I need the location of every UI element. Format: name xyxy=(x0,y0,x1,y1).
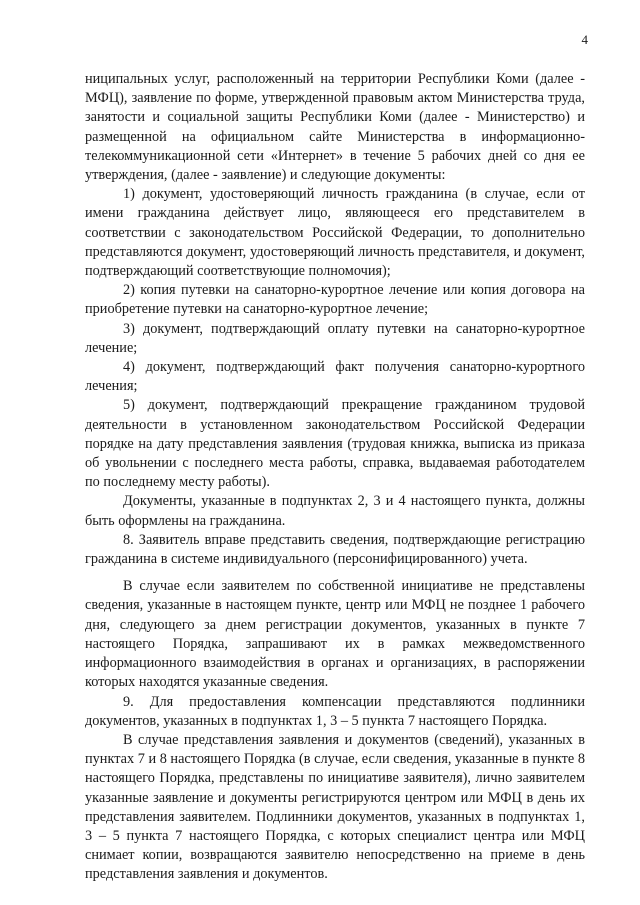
paragraph-clause-9: 9. Для предоставления компенсации представляются подлинники документов, указанных в подпунктах 1, 3 – 5 пункта 7 настоящего Порядка. xyxy=(85,693,585,729)
paragraph-intro: ниципальных услуг, расположенный на территории Республики Коми (далее - МФЦ), заявление по форме, утвержденной правовым актом Министерства труда, занятости и социальной защиты Республики Коми (далее - Министерство) и размещенной на официальном сайте Министерства в информационно-телекоммуникационной сети «Интернет» в течение 5 рабочих дней со дня ее утверждения, (далее - заявление) и следующие документы: xyxy=(85,71,585,184)
list-item-3: 3) документ, подтверждающий оплату путевки на санаторно-курортное лечение; xyxy=(85,320,585,356)
list-item-1: 1) документ, удостоверяющий личность гражданина (в случае, если от имени гражданина действует лицо, являющееся его представителем в соответствии с законодательством Российской Федерации, то дополнительно представляются документ, удостоверяющий личность представителя, и документ, подтверждающий соответствующие полномочия); xyxy=(85,186,585,280)
paragraph-clause-8-note: В случае если заявителем по собственной инициативе не представлены сведения, указанные в настоящем пункте, центр или МФЦ не позднее 1 рабочего дня, следующего за днем регистрации документов, указанных в пункте 7 настоящего Порядка, запрашивают их в рамках межведомственного информационного взаимодействия в органах и организациях, в распоряжении которых находятся указанные сведения. xyxy=(85,578,585,691)
list-item-4: 4) документ, подтверждающий факт получения санаторно-курортного лечения; xyxy=(85,359,585,395)
document-body xyxy=(85,70,585,885)
paragraph-clause-9-note: В случае представления заявления и документов (сведений), указанных в пунктах 7 и 8 настоящего Порядка (в случае, если сведения, указанные в пункте 8 настоящего Порядка, представлены по инициативе заявителя), лично заявителем указанные заявление и документы регистрируются центром или МФЦ в день их представления заявителем. Подлинники документов, указанных в подпунктах 1, 3 – 5 пункта 7 настоящего Порядка, с которых специалист центра или МФЦ снимает копии, возвращаются заявителю непосредственно на приеме в день представления заявления и документов. xyxy=(85,731,585,883)
page-number: 4 xyxy=(581,32,588,47)
list-item-5: 5) документ, подтверждающий прекращение гражданином трудовой деятельности в установленном законодательством Российской Федерации порядке на дату представления заявления (трудовая книжка, выписка из приказа об увольнении с последнего места работы, справка, выдаваемая работодателем по последнему месту работы). xyxy=(85,397,585,491)
list-item-2: 2) копия путевки на санаторно-курортное лечение или копия договора на приобретение путевки на санаторно-курортное лечение; xyxy=(85,282,585,318)
paragraph-documents-note: Документы, указанные в подпунктах 2, 3 и 4 настоящего пункта, должны быть оформлены на гражданина. xyxy=(85,493,585,529)
paragraph-clause-8: 8. Заявитель вправе представить сведения, подтверждающие регистрацию гражданина в системе индивидуального (персонифицированного) учета. xyxy=(85,531,585,568)
